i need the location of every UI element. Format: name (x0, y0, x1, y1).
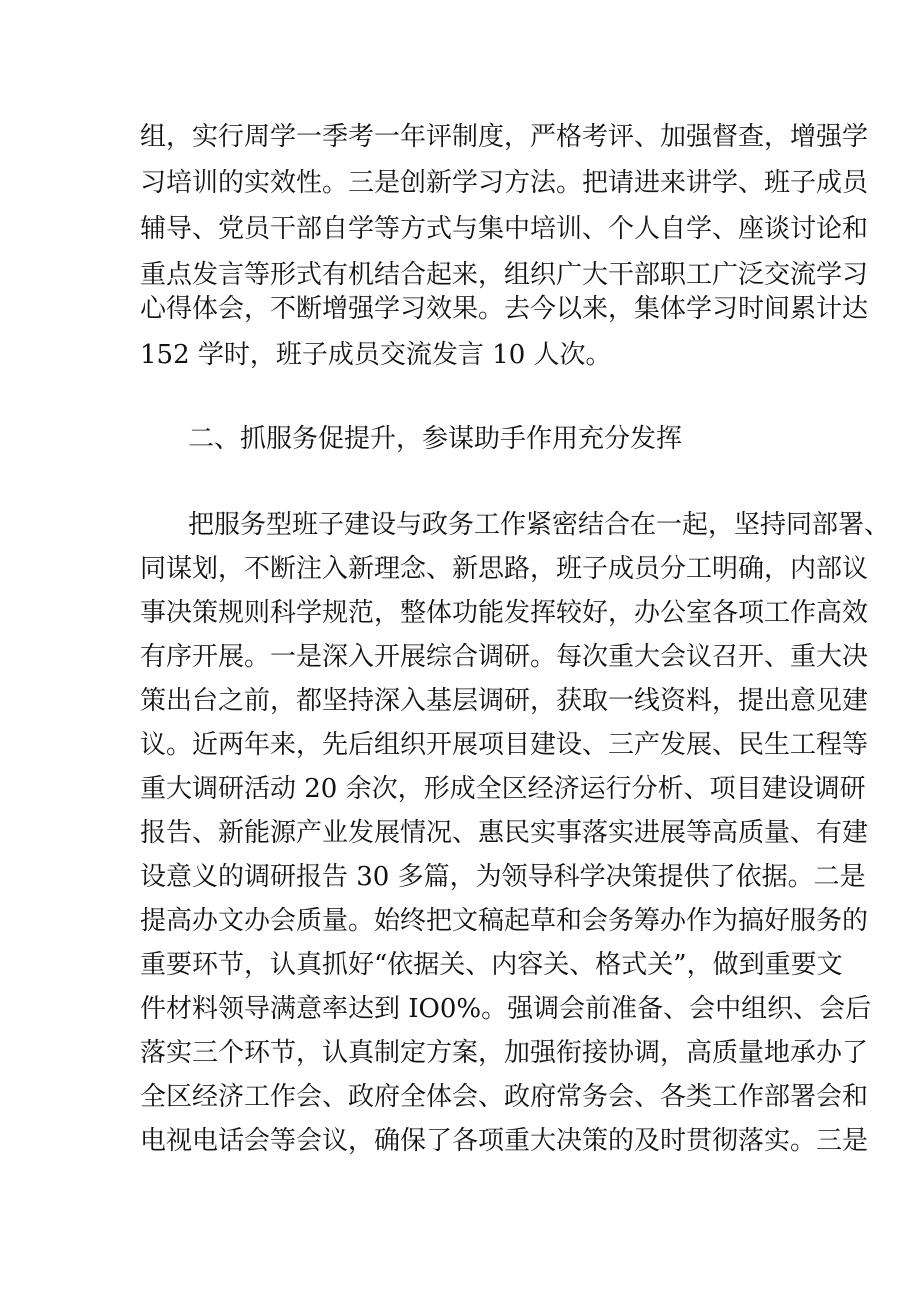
paragraph-2-line: 同谋划，不断注入新理念、新思路，班子成员分工明确，内部议 (140, 554, 869, 584)
paragraph-2-line: 提高办文办会质量。始终把文稿起草和会务筹办作为搞好服务的 (140, 906, 869, 936)
paragraph-1-line: 辅导、党员干部自学等方式与集中培训、个人自学、座谈讨论和 (140, 214, 869, 244)
paragraph-2-line: 重要环节，认真抓好“依据关、内容关、格式关”，做到重要文 (140, 950, 843, 980)
paragraph-2-line: 有序开展。一是深入开展综合调研。每次重大会议召开、重大决 (140, 642, 869, 672)
paragraph-1-line: 重点发言等形式有机结合起来，组织广大干部职工广泛交流学习 (140, 260, 869, 290)
paragraph-2-line: 重大调研活动 20 余次，形成全区经济运行分析、项目建设调研 (140, 774, 866, 804)
paragraph-2-line: 报告、新能源产业发展情况、惠民实事落实进展等高质量、有建 (140, 818, 869, 848)
paragraph-1-line: 152 学时，班子成员交流发言 10 人次。 (140, 340, 612, 370)
paragraph-2-line: 全区经济工作会、政府全体会、政府常务会、各类工作部署会和 (140, 1082, 869, 1112)
paragraph-2-line: 设意义的调研报告 30 多篇，为领导科学决策提供了依据。二是 (140, 862, 866, 892)
section-heading: 二、抓服务促提升，参谋助手作用充分发挥 (188, 424, 683, 454)
paragraph-2-line: 把服务型班子建设与政务工作紧密结合在一起，坚持同部署、 (188, 510, 891, 540)
paragraph-2-line: 电视电话会等会议，确保了各项重大决策的及时贯彻落实。三是 (140, 1126, 869, 1156)
paragraph-1-line: 组，实行周学一季考一年评制度，严格考评、加强督查，增强学 (140, 122, 869, 152)
paragraph-2-line: 落实三个环节，认真制定方案，加强衔接协调，高质量地承办了 (140, 1038, 869, 1068)
paragraph-2-line: 件材料领导满意率达到 IO0%。强调会前准备、会中组织、会后 (140, 994, 872, 1024)
paragraph-1-line: 习培训的实效性。三是创新学习方法。把请进来讲学、班子成员 (140, 168, 869, 198)
paragraph-2-line: 策出台之前，都坚持深入基层调研，获取一线资料，提出意见建 (140, 686, 869, 716)
paragraph-2-line: 事决策规则科学规范，整体功能发挥较好，办公室各项工作高效 (140, 598, 869, 628)
paragraph-2-line: 议。近两年来，先后组织开展项目建设、三产发展、民生工程等 (140, 730, 869, 760)
paragraph-1-line: 心得体会，不断增强学习效果。去今以来，集体学习时间累计达 (140, 294, 869, 324)
